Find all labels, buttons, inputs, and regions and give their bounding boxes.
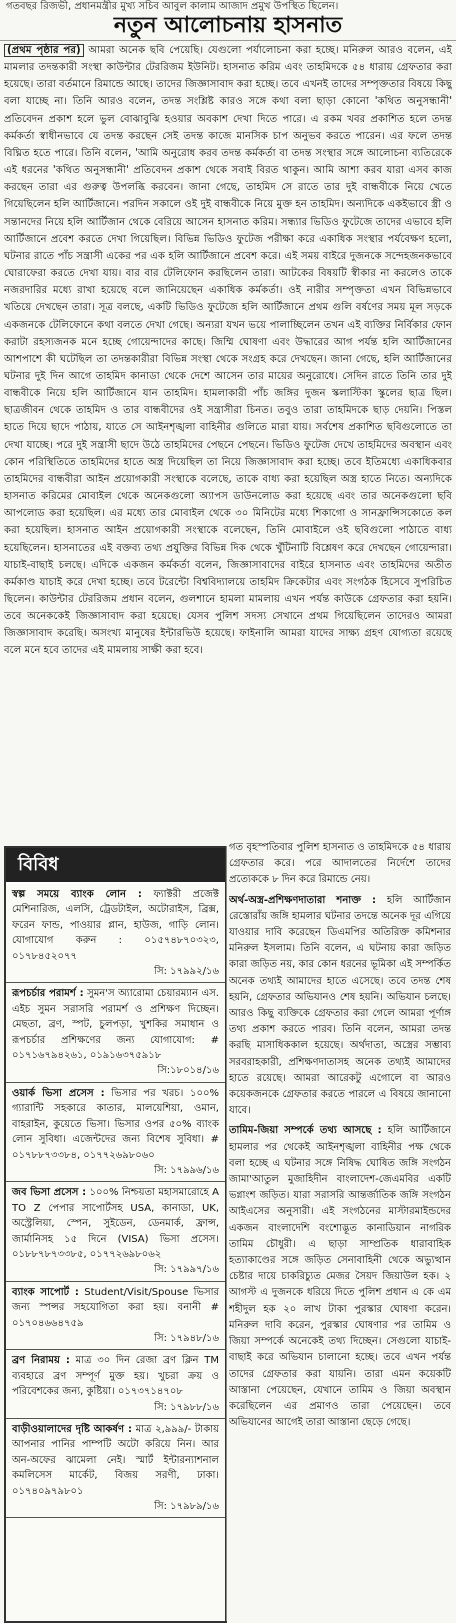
ad-code: সি: ১৭৯৯৬/১৬ [154,1164,219,1176]
ad-code: সি:১৮০১৪/১৬ [157,1065,219,1077]
classified-ad [6,1083,225,1182]
ad-title: ওয়ার্ক ভিসা প্রসেস : [12,1087,105,1099]
ad-code: সি: ১৭৯৮৮/১৬ [154,1401,219,1413]
article-continuation [229,840,451,1620]
ad-code: সি: ১৭৯৪৮/১৬ [154,1332,219,1344]
headline: নতুন আলোচনায় হাসনাত [0,12,456,41]
ad-body: ভিসার পর খরচ। ১০০% গ্যারান্টি সহকারে কাতার, মালয়েশিয়া, ওমান, বাহরাইন, কুয়েতে ভিসা। ভিসার ওপর ৫০% ব্যাংক লোন সুবিধা। এজেন্টদের জন্য বিশেষ সুবিধা। # ০১৭৮৮৭৩৩৮৪, ০১৭৭২৬৯৮০৬০ [12,1087,219,1161]
classified-ad [6,1282,225,1351]
article-body [4,42,452,842]
ad-body: Student/Visit/Spouse ভিসার জন্য স্পন্সর সহযোগিতা করা হয়। বনানী # ০১৭০৪৬৬৪৭৫৯ [12,1286,219,1329]
article-text: হলি আর্টিজানে হামলার পর থেকেই আইনশৃঙ্খলা বাহিনীর পক্ষ থেকে বলা হচ্ছে এ ঘটনার সঙ্গে নিষিদ্ধ ঘোষিত জঙ্গি সংগঠন জামা'আতুল মুজাহিদীন বাংলাদেশ-জেএমবির একটি ভগ্নাংশ জড়িত। যারা সরাসরি আন্তর্জাতিক জঙ্গি সংগঠন আইএসের অনুসারী। এই সংগঠনের মাস্টারমাইন্ডদের একজন বাংলাদেশি বংশোদ্ভূত কানাডিয়ান নাগরিক তামিম চৌধুরী। এ ছাড়া সাম্প্রতিক ধারাবাহিক হত্যাকাণ্ডের সঙ্গে জড়িত সেনাবাহিনী থেকে অভ্যুত্থান চেষ্টার দায়ে চাকরিচ্যুত মেজর সৈয়দ জিয়াউল হক। ২ আগস্ট এ দুজনকে ধরিয়ে দিতে পুলিশ প্রধান এ কে এম শহীদুল হক ২০ লাখ টাকা পুরস্কার ঘোষণা করেন। মনিরুল দাবি করেন, পুরস্কার ঘোষণার পর তামিম ও জিয়া সম্পর্কে অনেকেই তথ্য দিচ্ছেন। সেগুলো যাচাই-বাছাই করে অভিযান চালানো হচ্ছে। তবে এখন পর্যন্ত তাদের গ্রেফতার করা যায়নি। তারা এমন কয়েকটি আস্তানা পেয়েছেন, যেখানে তামিম ও জিয়া অবস্থান করেছিলেন এর প্রমাণও তারা পেয়েছেন। তবে অভিযানের আগেই তারা আস্তানা ছেড়ে গেছে। [229,1125,451,1429]
ad-title: বাড়ীওয়ালাদের দৃষ্টি আকর্ষণ : [12,1424,132,1435]
ad-title: ব্রণ নিরাময় : [12,1355,70,1367]
top-fragment: গতবছর রিজভী, প্রধানমন্ত্রীর মুখ্য সচিব আবুল কালাম আজাদ প্রমুখ উপস্থিত ছিলেন। [6,1,339,12]
article-paragraph [229,1123,451,1431]
article-text: হলি আর্টিজান রেস্তোরাঁয় জঙ্গি হামলার ঘটনার তদন্তে অনেক দূর এগিয়ে যাওয়ার দাবি করেছেন ডিএমপির অতিরিক্ত কমিশনার মনিরুল ইসলাম। তিনি বলেন, এ ঘটনায় কারা জড়িত কারা জড়িত নয়, কার কোন ধরনের ভূমিকা এই সম্পর্কিত অনেক তথ্যই আমাদের হাতে এসেছে। তবে তদন্ত শেষ হয়নি, গ্রেফতার অভিযানও শেষ হয়নি। অভিযান চলছে। আরও কিছু ব্যক্তিকে গ্রেফতার করা গেলে আমরা পূর্ণাঙ্গ তথ্য প্রকাশ করতে পারব। তিনি বলেন, আমরা তদন্ত করছি মাসাধিককাল হয়েছে। অর্থদাতা, অস্ত্রের সম্ভাব্য সরবরাহকারী, প্রশিক্ষণদাতাসহ অনেক তথ্যই আমাদের হাতে রয়েছে। আমরা আরেকটু এগোলে বা আরও কয়েকজনকে গ্রেফতার করতে পারলে এ বিষয়ে জানানো যাবে। [229,894,451,1117]
classified-ad [6,1350,225,1419]
ad-body: ফ্যাক্টরী প্রজেক্ট মেশিনারিজ, এলসি, ট্রেডটাইল, অটোরাইস, ব্রিক্স, ফরেন ফান্ড, পাওয়ার প্লান, হাউজ, গাড়ি লোন। যোগাযোগ করুন : ০১৫৭৪৮৭০৩২৩, ০১৭৮৪৫২০৭৭ [12,889,220,962]
article-paragraph: গত বৃহস্পতিবার পুলিশ হাসনাত ও তাহমিদকে ৫৪ ধারায় গ্রেফতার করে। পরে আদালতের নির্দেশে তাদের প্রত্যেককে ৮ দিন করে রিমান্ডে নেয়। [229,842,451,886]
subheading: তামিম-জিয়া সম্পর্কে তথ্য আসছে : [229,1125,382,1137]
classified-ad [6,1419,225,1518]
ad-title: জব ভিসা প্রসেস : [12,1187,87,1199]
ad-code: সি: ১৭৯৮৯/১৬ [154,1501,219,1513]
classified-ad [6,884,225,983]
classified-ad [6,983,225,1082]
ad-title: ব্যাংক সাপোর্ট : [12,1286,79,1298]
ad-body: মাত্র ২,৯৯৯/- টাকায় আপনার পানির পাম্পটি অটো করিয়ে নিন। আর অন-অফের ঝামেলা নেই। স্মার্ট ইন্টারন্যাশনাল কমলিসেস মার্কেট, বিজয় সরণী, ঢাকা। ০১৭৪০৯৭৯৮০১ [12,1424,219,1497]
article-text: আমরা অনেক ছবি পেয়েছি। যেগুলো পর্যালোচনা করা হচ্ছে। মনিরুল আরও বলেন, এই মামলার তদন্তকারী সংস্থা কাউন্টার টেররিজম ইউনিট। হাসনাত করিম এবং তাহমিদকে ৫৪ ধারায় গ্রেফতার করা হয়েছে। তারা বর্তমানে রিমান্ডে আছে। তাদের জিজ্ঞাসাবাদ করা হচ্ছে। তবে এখনই তাদের সম্পৃক্ততার বিষয়ে কিছু বলা যাচ্ছে না। তিনি আরও বলেন, তদন্ত সংশ্লিষ্ট কারও সঙ্গে কথা বলা ছাড়া কোনো 'কথিত অনুসন্ধানী' প্রতিবেদন প্রকাশ হলে ভুল বোঝাবুঝি হওয়ার অবকাশ দেখা দিতে পারে। এ রকম খবর প্রকাশিত হলে তদন্ত কর্মকর্তা স্বাধীনভাবে যে তদন্ত করছেন সেই তদন্ত কাজে মানসিক চাপ অনুভব করতে পারেন। এর ফলে তদন্ত বিঘ্নিত হতে পারে। তিনি বলেন, 'আমি অনুরোধ করব তদন্ত কর্মকর্তা বা তদন্ত সংস্থার সঙ্গে আলোচনা ব্যতিরেকে এই ধরনের 'কথিত অনুসন্ধানী' প্রতিবেদন প্রকাশ থেকে সবাই বিরত থাকুন। আমি আশা করব যারা এসব কাজ করছেন তারা এর গুরুত্ব উপলব্ধি করবেন। জানা গেছে, তাহমিদ সে রাতে তার দুই বান্ধবীকে নিয়ে খেতে গিয়েছিলেন হলি আর্টিজানে। পরদিন সকালে ওই দুই বান্ধবীকে নিয়ে মুক্ত হন তাহমিদ। অন্যদিকে একইভাবে স্ত্রী ও সন্তানদের নিয়ে হলি আর্টিজান থেকে বেরিয়ে আসেন হাসনাত করিম। সন্ধ্যার ভিডিও ফুটেজে তাদের এভাবে হলি আর্টিজানে প্রবেশ করতে দেখা গিয়েছিল। বিভিন্ন ভিডিও ফুটেজ পরীক্ষা করে একাধিক সংস্থার পর্যবেক্ষণ হলো, ঘটনার রাতে পাঁচ সন্ত্রাসী একের পর এক হলি আর্টিজানে প্রবেশ করে। এই সময় বাইরে দুজনকে সন্দেহজনকভাবে ঘোরাফেরা করতে দেখা যায়। বার বার টেলিফোন করছিলেন তারা। আটকের বিষয়টি স্বীকার না করলেও তাকে নজরদারির মধ্যে রাখা হয়েছে বলে জানিয়েছেন একাধিক কর্মকর্তা। ওই নারীর সম্পৃক্ততা এখন বিভিন্নভাবে খতিয়ে দেখছেন তারা। সূত্র বলছে, একটি ভিডিও ফুটেজে হলি আর্টিজানে প্রথম গুলি বর্ষণের সময় মূল সড়কে একজনকে টেলিফোনে কথা বলতে দেখা গেছে। অন্যরা যখন ভয়ে পালাচ্ছিলেন তখন এই ব্যক্তির নির্বিকার ফোন করাটা রহস্যজনক মনে হচ্ছে গোয়েন্দাদের কাছে। জিম্মি ঘোষণা এবং উদ্ধারের আগ পর্যন্ত হলি আর্টিজানের আশপাশে কী ঘটেছিল তা তদন্তকারীরা বিভিন্ন সংস্থা থেকে সংগ্রহ করে দেখছেন। জানা গেছে, হলি আর্টিজানের ঘটনার দুই দিন আগে তাহমিদ কানাডা থেকে দেশে আসেন তার মায়ের অনুরোধে। সেদিন রাতে তিনি তার দুই বান্ধবীকে নিয়ে হলি আর্টিজানে যান তাহমিদ। হামলাকারী পাঁচ জঙ্গির দুজন স্কলাস্টিকা স্কুলের ছাত্র ছিল। ছাত্রজীবন থেকে তাহমিদ ও তার বান্ধবীদের ওই সন্ত্রাসীরা চিনত। তবুও তারা তাহমিদকে ছাড় দেয়নি। পিস্তল হাতে দিয়ে ছাদে পাঠায়, যাতে সে আইনশৃঙ্খলা বাহিনীর গুলিতে মারা যায়। সর্বশেষ প্রকাশিত ছবিগুলোতে তা দেখা যাচ্ছে। পরে দুই সন্ত্রাসী ছাদে উঠে তাহমিদের পেছনে পেছনে। ভিডিও ফুটেজ দেখে তাহমিদের অবস্থান এবং কোন পরিস্থিতিতে তাহমিদের হাতে অস্ত্র দিয়েছিল তা নিয়ে জিজ্ঞাসাবাদ করা হচ্ছে। তবে ইতিমধ্যে একাধিকবার তাহমিদের বান্ধবীরা আইন প্রয়োগকারী সংস্থাকে বলেছে, তাকে বাধ্য করা হয়েছিল অস্ত্র হাতে নিতে। অন্যদিকে হাসনাত করিমের মোবাইল থেকে অনেকগুলো অ্যাপস ডাউনলোড করা হয়েছে এবং তার অনেকগুলো ছবি আপলোড করা হয়েছিল। এর মধ্যে তার মোবাইল থেকে ৩০ মিনিটের মধ্যে শিকাগো ও সানফ্রান্সিসকোতে কল করা হয়েছিল। হাসনাত আইন প্রয়োগকারী সংস্থাকে বলেছেন, তিনি মোবাইলে ওই ছবিগুলো পাঠাতে বাধ্য হয়েছিলেন। হাসনাতের এই বক্তব্য তথ্য প্রযুক্তির বিভিন্ন দিক থেকে খুঁটিনাটি বিশ্লেষণ করে দেখছেন গোয়েন্দারা। যাচাই-বাছাই চলছে। এদিকে একজন কর্মকর্তা বলেন, জিজ্ঞাসাবাদের বাইরে হাসনাত এবং তাহমিদের অতীত কর্মকাণ্ড যাচাই করে দেখা হচ্ছে। তবে টরেন্টো বিশ্ববিদ্যালয়ে তাহমিদ ক্রিকেটার এবং সংগঠক হিসেবে সুপরিচিত ছিলেন। কাউন্টার টেররিজম প্রধান বলেন, গুলশানে হামলা মামলায় এখন পর্যন্ত কাউকে গ্রেফতার করা হয়নি। তবে অনেককেই জিজ্ঞাসাবাদ করা হয়েছে। যেসব পুলিশ সদস্য সেখানে প্রথম গিয়েছিলেন তাদেরও আমরা জিজ্ঞাসাবাদ করেছি। অসংখ্য মানুষের ইন্টারভিউ হয়েছে। ফাইনালি আমরা যাদের সাক্ষ্য গ্রহণ যোগ্যতা রয়েছে বলে মনে হবে তাদের এই মামলায় সাক্ষী করা হবে। [4,45,452,657]
article-paragraph [4,42,452,660]
ad-body: সুমন'স অ্যারোমা চেয়ারম্যান এস. এইচ সুমন সরাসরি পরামর্শ ও প্রশিক্ষণ দিচ্ছেন। মেছতা, ব্রণ, স্পট, চুলপড়া, খুশকির সমাধান ও রূপচর্চার প্রশিক্ষণের জন্য যোগাযোগ: # ০১৭১৬৭৯৪২৬১, ০১৯১৬৩৭৫৯১৮ [12,988,219,1062]
article-paragraph [229,893,451,1120]
classifieds-box [4,846,227,1623]
ad-title: রূপচর্চার পরামর্শ : [12,988,84,1000]
classified-ad [6,1182,225,1281]
ad-code: সি: ১৭৯৯৭/১৬ [154,1264,219,1276]
ad-body: ১০০% নিশ্চয়তা মহাসমারোহে A TO Z পেপার সাপোর্টসহ USA, কানাডা, UK, অস্ট্রেলিয়া, স্পেন, সুইডেন, ডেনমার্ক, ফ্রান্স, জার্মানিসহ ১৫ দিনে (VISA) ভিসা প্রসেস। ০১৮৮৭৮৭৩৩৮৫, ০১৭৭২৬৯৮০৬২ [12,1187,220,1260]
ad-title: স্বল্প সময়ে ব্যাংক লোন : [12,889,142,900]
column-divider [226,846,227,1621]
ad-code: সি: ১৭৯৯২/১৬ [154,966,219,978]
subheading: অর্থ-অস্ত্র-প্রশিক্ষণদাতারা শনাক্ত : [229,894,377,906]
ad-body: মাত্র ৩০ দিন রেজা ব্রণ ক্লিন TM ব্যবহারে ব্রণ সম্পূর্ণ মুক্ত হয়। খুচরা ক্রয় ও পরিবেশকের জন্য, কুষ্টিয়া। ০১৭৩৭১৪৭০৮ [12,1355,219,1398]
classifieds-header: বিবিধ [6,848,225,884]
continued-from-label: (প্রথম পৃষ্ঠার পর) [4,44,84,57]
